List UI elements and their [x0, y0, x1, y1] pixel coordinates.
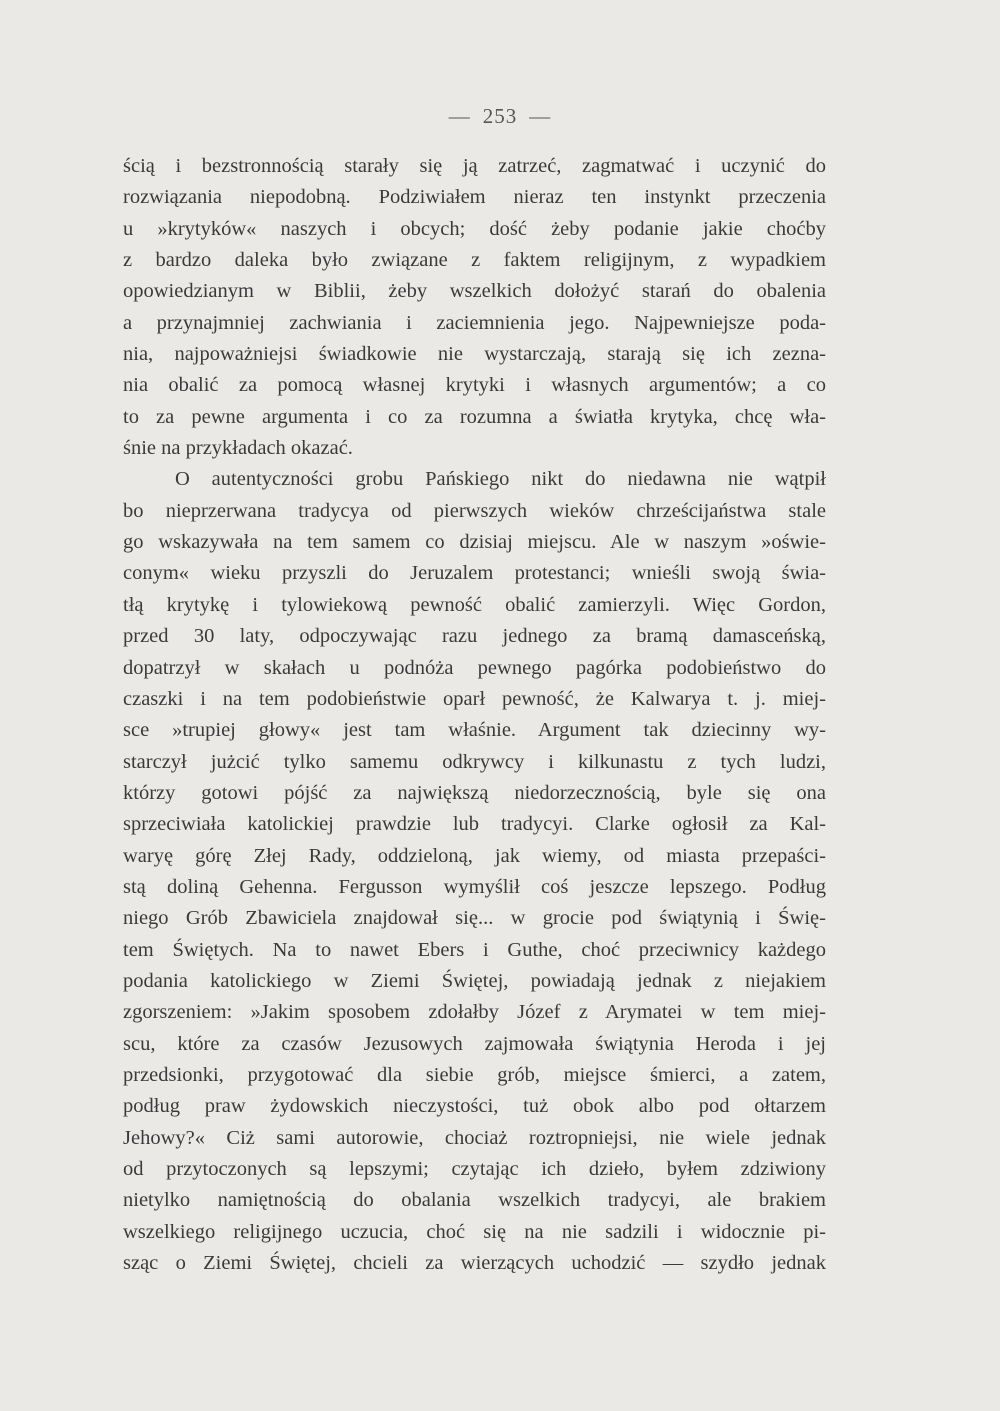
page-number-dash-right: — — [529, 104, 552, 128]
text-line: zgorszeniem: »Jakim sposobem zdołałby Józef z Arymatei w tem miej- — [123, 1001, 826, 1024]
text-line: u »krytyków« naszych i obcych; dość żeby podanie jakie choćby — [123, 217, 826, 240]
text-line: z bardzo daleka było związane z faktem religijnym, z wypadkiem — [123, 249, 826, 272]
text-line: sząc o Ziemi Świętej, chcieli za wierzących uchodzić — szydło jednak — [123, 1252, 826, 1275]
text-line: starczył jużcić tylko samemu odkrywcy i kilkunastu z tych ludzi, — [123, 750, 826, 773]
text-line: conym« wieku przyszli do Jeruzalem protestanci; wnieśli swoją świa- — [123, 562, 826, 585]
text-line: rozwiązania niepodobną. Podziwiałem nieraz ten instynkt przeczenia — [123, 186, 826, 209]
text-line: opowiedzianym w Biblii, żeby wszelkich dołożyć starań do obalenia — [123, 280, 826, 303]
text-line: od przytoczonych są lepszymi; czytając ich dzieło, byłem zdziwiony — [123, 1158, 826, 1180]
text-line: stą doliną Gehenna. Fergusson wymyślił coś jeszcze lepszego. Podług — [123, 875, 826, 898]
text-line: czaszki i na tem podobieństwie oparł pewność, że Kalwarya t. j. miej- — [123, 687, 826, 710]
text-line: nietylko namiętnością do obalania wszelkich tradycyi, ale brakiem — [123, 1189, 826, 1212]
text-line: sce »trupiej głowy« jest tam właśnie. Argument tak dziecinny wy- — [123, 719, 826, 742]
text-line: podania katolickiego w Ziemi Świętej, powiadają jednak z niejakiem — [123, 969, 826, 992]
text-line: przed 30 laty, odpoczywając razu jednego za bramą damasceńską, — [123, 625, 826, 648]
page-number-value: 253 — [482, 104, 518, 128]
text-line: tem Świętych. Na to nawet Ebers i Guthe, choć przeciwnicy każdego — [123, 938, 826, 961]
text-line: śnie na przykładach okazać. — [123, 437, 353, 460]
text-line: tłą krytykę i tylowiekową pewność obalić zamierzyli. Więc Gordon, — [123, 593, 826, 616]
text-line: przedsionki, przygotować dla siebie grób, miejsce śmierci, a zatem, — [123, 1063, 826, 1086]
text-line: waryę górę Złej Rady, oddzieloną, jak wiemy, od miasta przepaści- — [123, 844, 826, 867]
body-text — [123, 151, 826, 1279]
text-line: O autentyczności grobu Pańskiego nikt do niedawna nie wątpił — [175, 468, 826, 491]
text-line: a przynajmniej zachwiania i zaciemnienia jego. Najpewniejsze poda- — [123, 311, 826, 334]
text-line: wszelkiego religijnego uczucia, choć się na nie sadzili i widocznie pi- — [123, 1220, 826, 1243]
page-number-dash-left: — — [448, 104, 471, 128]
text-line: ścią i bezstronnością starały się ją zatrzeć, zagmatwać i uczynić do — [123, 155, 826, 177]
text-line: Jehowy?« Ciż sami autorowie, chociaż roztropniejsi, nie wiele jednak — [123, 1126, 826, 1149]
text-line: scu, które za czasów Jezusowych zajmowała świątynia Heroda i jej — [123, 1032, 826, 1055]
text-line: podług praw żydowskich nieczystości, tuż obok albo pod ołtarzem — [123, 1095, 826, 1118]
text-line: niego Grób Zbawiciela znajdował się... w grocie pod świątynią i Świę- — [123, 907, 826, 930]
text-line: nia, najpoważniejsi świadkowie nie wystarczają, starają się ich zezna- — [123, 343, 826, 366]
text-line: dopatrzył w skałach u podnóża pewnego pagórka podobieństwo do — [123, 656, 826, 679]
page-number — [0, 104, 1000, 129]
text-line: sprzeciwiała katolickiej prawdzie lub tradycyi. Clarke ogłosił za Kal- — [123, 813, 826, 836]
text-line: to za pewne argumenta i co za rozumna a światła krytyka, chcę wła- — [123, 405, 826, 428]
text-line: którzy gotowi pójść za największą niedorzecznością, byle się ona — [123, 781, 826, 804]
text-line: nia obalić za pomocą własnej krytyki i własnych argumentów; a co — [123, 374, 826, 397]
text-line: bo nieprzerwana tradycya od pierwszych wieków chrześcijaństwa stale — [123, 499, 826, 522]
text-line: go wskazywała na tem samem co dzisiaj miejscu. Ale w naszym »oświe- — [123, 531, 826, 554]
